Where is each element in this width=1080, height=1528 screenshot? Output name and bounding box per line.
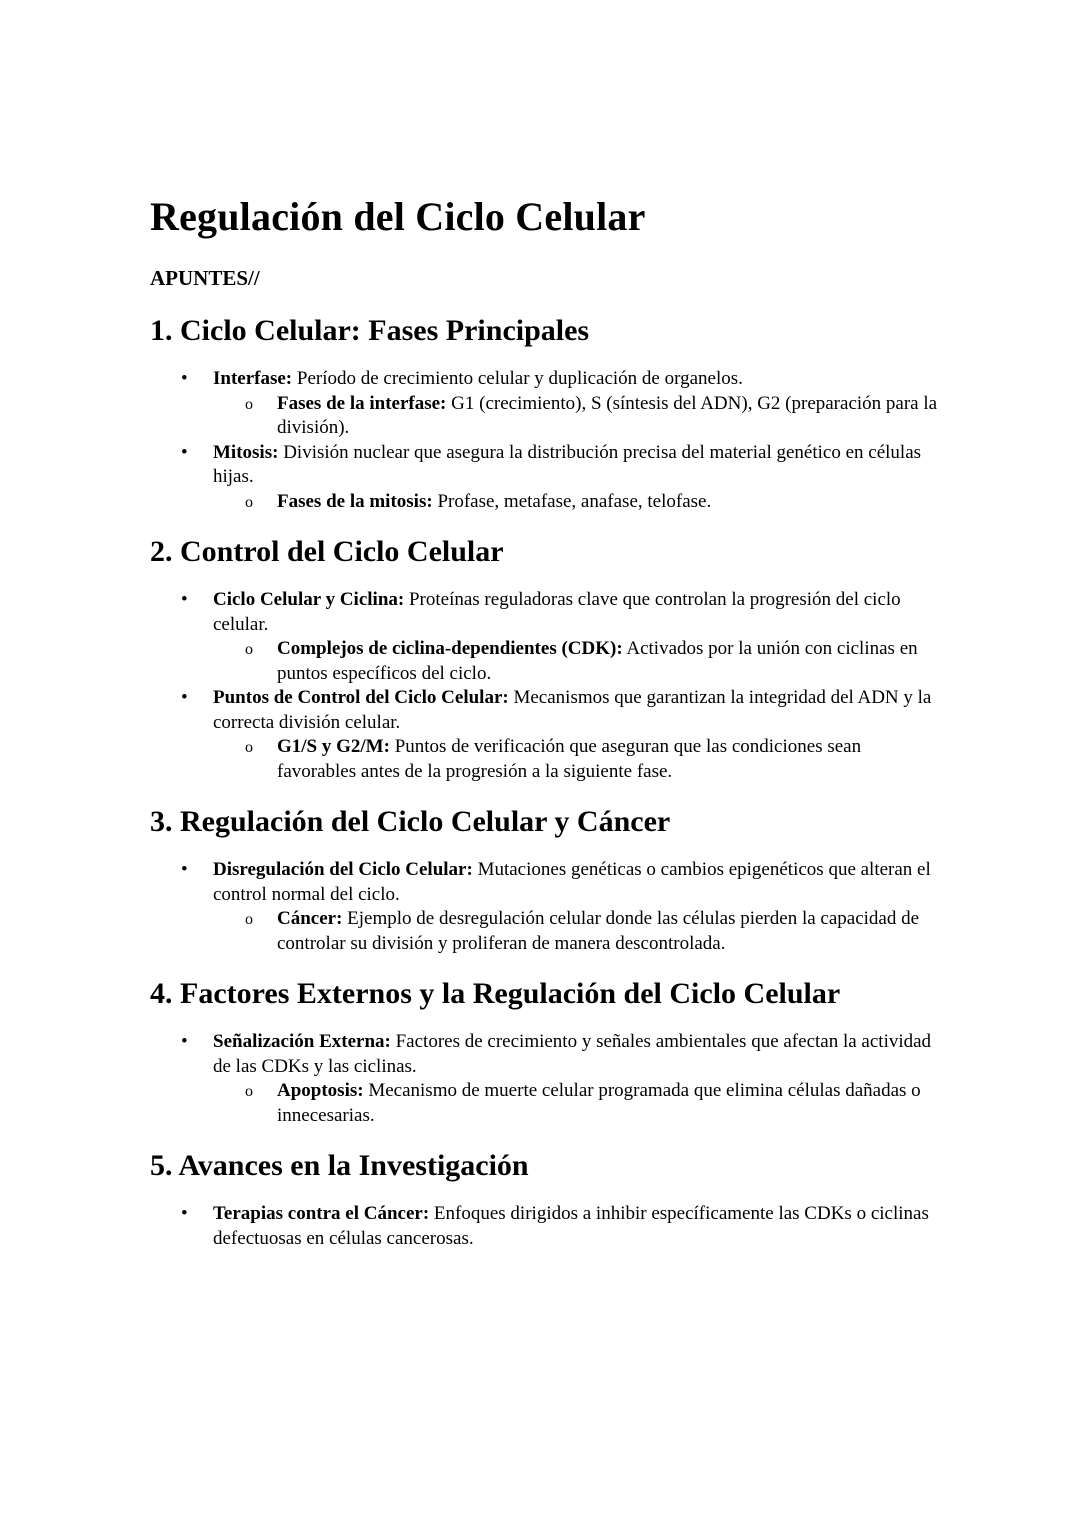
sub-item-text: Activados por la unión con ciclinas en puntos específicos del ciclo. [277,638,918,684]
section-heading: 4. Factores Externos y la Regulación del Ciclo Celular [150,977,841,1010]
section-heading: 1. Ciclo Celular: Fases Principales [150,314,590,347]
list-item [150,367,940,441]
bullet-list [150,1202,940,1251]
sub-item-text: Mecanismo de muerte celular programada que elimina células dañadas o innecesarias. [277,1080,921,1126]
sub-item-text: Profase, metafase, anafase, telofase. [437,490,712,512]
sub-item-term: G1/S y G2/M: [277,736,390,757]
sub-list [213,907,940,956]
item-text: Mecanismos que garantizan la integridad del ADN y la correcta división celular. [213,687,932,733]
document-subtitle: APUNTES// [150,266,260,290]
list-item [150,686,940,784]
sub-list-item [213,637,940,686]
item-text: Proteínas reguladoras clave que controlan la progresión del ciclo celular. [213,589,901,635]
bullet-list [150,1030,940,1128]
list-item [150,588,940,686]
sub-item-text: Puntos de verificación que aseguran que las condiciones sean favorables antes de la progresión a la siguiente fase. [277,736,862,782]
section-heading: 2. Control del Ciclo Celular [150,535,504,568]
document-content [150,193,940,1251]
sub-list-item [213,392,940,441]
sub-list-item [213,907,940,956]
sub-item-term: Cáncer: [277,908,343,929]
sub-item-term: Apoptosis: [277,1080,364,1101]
sub-list-item [213,1079,940,1128]
bullet-list [150,588,940,784]
list-item [150,1202,940,1251]
item-text: Enfoques dirigidos a inhibir específicamente las CDKs o ciclinas defectuosas en células cancerosas. [213,1203,929,1249]
sub-item-text: G1 (crecimiento), S (síntesis del ADN), G2 (preparación para la división). [277,392,938,438]
item-text: Factores de crecimiento y señales ambientales que afectan la actividad de las CDKs y las ciclinas. [213,1031,932,1077]
document-title: Regulación del Ciclo Celular [150,194,646,239]
sub-list [213,637,940,686]
item-term: Disregulación del Ciclo Celular: [213,859,473,880]
item-term: Interfase: [213,368,293,389]
sub-item-term: Fases de la mitosis: [277,490,433,512]
item-term: Mitosis: [213,441,279,463]
sub-list [213,735,940,784]
item-term: Ciclo Celular y Ciclina: [213,589,405,610]
item-text: Mutaciones genéticas o cambios epigenéticos que alteran el control normal del ciclo. [213,859,931,905]
sub-list-item [213,735,940,784]
sub-list [213,1079,940,1128]
item-text: Período de crecimiento celular y duplicación de organelos. [296,368,743,389]
sub-item-term: Complejos de ciclina-dependientes (CDK): [277,638,623,659]
item-term: Señalización Externa: [213,1031,391,1052]
section-heading: 3. Regulación del Ciclo Celular y Cáncer [150,805,671,838]
bullet-list [150,367,940,514]
sub-item-text: Ejemplo de desregulación celular donde las células pierden la capacidad de controlar su división y proliferan de manera descontrolada. [277,908,920,954]
list-item [150,858,940,956]
item-term: Puntos de Control del Ciclo Celular: [213,687,509,708]
sub-list-item [213,490,940,515]
sub-list [213,392,940,441]
sub-item-term: Fases de la interfase: [277,392,447,414]
section-heading: 5. Avances en la Investigación [150,1149,529,1182]
item-term: Terapias contra el Cáncer: [213,1203,430,1224]
bullet-list [150,858,940,956]
item-text: División nuclear que asegura la distribución precisa del material genético en células hijas. [213,441,922,487]
list-item [150,1030,940,1128]
list-item [150,441,940,515]
sub-list [213,490,940,515]
